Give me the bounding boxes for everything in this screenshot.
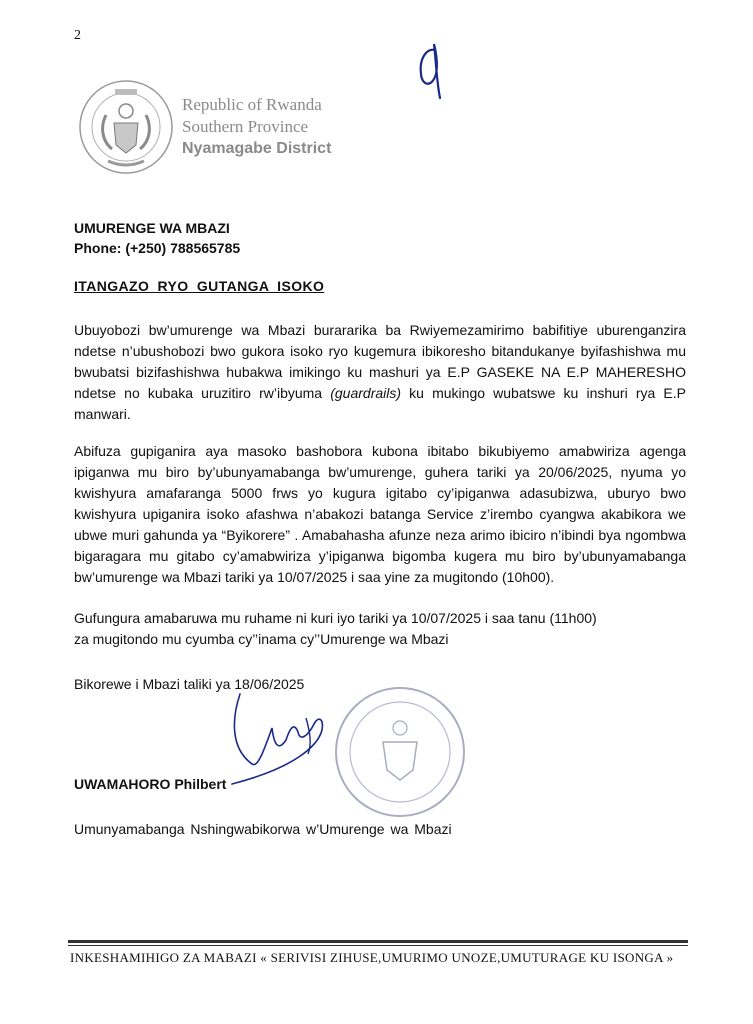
signatory-title: Umunyamabanga Nshingwabikorwa w’Umurenge wa Mbazi xyxy=(74,821,452,837)
notice-title: ITANGAZO RYO GUTANGA ISOKO xyxy=(74,278,325,294)
date-line: Bikorewe i Mbazi taliki ya 18/06/2025 xyxy=(74,676,305,692)
rwanda-coat-of-arms-emblem xyxy=(78,75,174,181)
paragraph-3-line-1: Gufungura amabaruwa mu ruhame ni kuri iyo tariki ya 10/07/2025 i saa tanu (11h00) xyxy=(74,610,597,626)
handwritten-mark xyxy=(405,40,455,100)
sender-block xyxy=(74,218,240,258)
letterhead xyxy=(182,94,331,160)
page-number: 2 xyxy=(74,28,81,43)
signatory-name: UWAMAHORO Philbert xyxy=(74,776,227,792)
paragraph-3 xyxy=(74,608,686,650)
sender-name: UMURENGE WA MBAZI xyxy=(74,220,230,236)
sender-phone: Phone: (+250) 788565785 xyxy=(74,240,241,256)
paragraph-3-line-2: za mugitondo mu cyumba cy’’inama cy’’Umurenge wa Mbazi xyxy=(74,631,449,647)
paragraph-2: Abifuza gupiganira aya masoko bashobora kubona ibitabo bikubiyemo amabwiriza agenga ipiganwa mu biro by’ubunyamabanga bw’umurenge, guhera tariki ya 20/06/2025, nyuma yo kwishyura amafaranga 5000 frws yo kugura igitabo cy’ipiganwa adasubizwa, uburyo bwo kwishyura upiganira isoko afashwa n’abakozi batanga Service z’irembo cyangwa akabikora we ubwe muri gahunda ya “Byikorere” . Amabahasha afunze neza arimo ibiciro n’ibindi bya ngombwa bigaragara mu gitabo cy’amabwiriza y’ipiganwa bigomba kugera mu biro by’ubunyamabanga bw’umurenge wa Mbazi tariki ya 10/07/2025 i saa yine za mugitondo (10h00). xyxy=(74,443,686,585)
paragraph-1-end: ku mukingo wubatswe ku inshuri rya E.P manwari. xyxy=(74,385,686,422)
footer-rule xyxy=(68,940,688,943)
letterhead-district: Nyamagabe District xyxy=(182,140,332,157)
paragraph-1-italic: (guardrails) xyxy=(330,385,402,401)
paragraph-1-text: Ubuyobozi bw’umurenge wa Mbazi burararika ba Rwiyemezamirimo babifitiye uburenganzira ndetse n’ubushobozi bwo gukora isoko ryo kugemura ibikoresho bitandukanye byifashishwa mu bwubatsi bizifashishwa hubakwa imikingo ku mashuri ya E.P GASEKE NA E.P MAHERESHO ndetse no kubaka uruzitiro rw’ibyuma xyxy=(74,322,686,401)
paragraph-1 xyxy=(74,320,686,425)
letterhead-country: Republic of Rwanda xyxy=(182,95,322,114)
handwritten-signature xyxy=(222,688,352,788)
footer-motto: INKESHAMIHIGO ZA MABAZI « SERIVISI ZIHUSE,UMURIMO UNOZE,UMUTURAGE KU ISONGA » xyxy=(70,950,674,965)
footer-rule-thin xyxy=(68,945,688,946)
letterhead-province: Southern Province xyxy=(182,117,309,136)
